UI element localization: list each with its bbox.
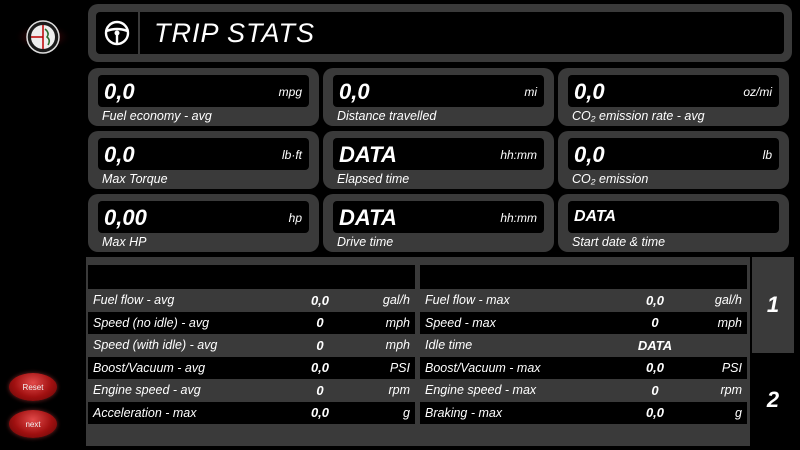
column-header: [420, 265, 747, 289]
row-label: Boost/Vacuum - avg: [93, 360, 206, 375]
row-value: 0: [316, 337, 324, 353]
row-label: Speed (with idle) - avg: [93, 338, 218, 353]
row-label: Fuel flow - avg: [93, 293, 175, 308]
row-label: Idle time: [425, 338, 473, 353]
row-value: 0,0: [310, 360, 330, 376]
table-row: [420, 312, 747, 335]
row-value: 0: [316, 315, 324, 331]
card-value: 0,00: [104, 205, 147, 230]
row-unit: g: [403, 405, 410, 420]
card-unit: lb·ft: [281, 148, 302, 162]
tab-page-2[interactable]: 2: [752, 353, 794, 446]
table-row: [420, 334, 747, 357]
table-row: [420, 357, 747, 380]
stats-column-left: [88, 265, 415, 424]
row-unit: rpm: [388, 383, 410, 398]
row-label: Braking - max: [425, 405, 503, 420]
max-torque-card: [88, 131, 319, 189]
table-row: [420, 379, 747, 402]
table-row: [420, 402, 747, 425]
row-unit: PSI: [721, 360, 742, 375]
row-label: Speed - max: [425, 315, 496, 330]
page-title: TRIP STATS: [154, 17, 316, 48]
card-unit: oz/mi: [743, 85, 772, 99]
column-header: [88, 265, 415, 289]
row-value: 0: [316, 382, 324, 398]
row-value: DATA: [637, 337, 673, 353]
card-unit: hp: [288, 211, 302, 225]
start-date-card: [558, 194, 789, 252]
card-unit: mpg: [278, 85, 302, 99]
row-unit: mph: [385, 315, 410, 330]
table-row: [88, 334, 415, 357]
header: [88, 4, 792, 62]
row-unit: PSI: [389, 360, 410, 375]
row-unit: mph: [717, 315, 742, 330]
row-value: 0,0: [310, 292, 330, 308]
card-value: DATA: [574, 208, 617, 225]
stats-column-right: [420, 265, 747, 424]
row-value: 0: [651, 382, 659, 398]
card-label: CO₂ emission: [572, 172, 649, 186]
card-value: 0,0: [104, 142, 135, 167]
max-hp-card: [88, 194, 319, 252]
card-unit: mi: [524, 85, 537, 99]
row-label: Fuel flow - max: [425, 293, 510, 308]
detail-stats-panel: [86, 257, 750, 446]
card-label: Fuel economy - avg: [102, 109, 212, 123]
row-unit: g: [735, 405, 742, 420]
table-row: [420, 289, 747, 312]
drive-time-card: [323, 194, 554, 252]
fuel-economy-card: [88, 68, 319, 126]
row-unit: gal/h: [382, 293, 410, 308]
co2-emission-card: [558, 131, 789, 189]
card-value: DATA: [339, 205, 397, 230]
row-unit: rpm: [720, 383, 742, 398]
row-value: 0,0: [645, 405, 665, 421]
elapsed-time-card: [323, 131, 554, 189]
card-value: 0,0: [339, 79, 370, 104]
card-label: Max Torque: [102, 172, 168, 186]
card-value: DATA: [339, 142, 397, 167]
table-row: [88, 289, 415, 312]
row-label: Engine speed - max: [425, 383, 537, 398]
row-value: 0,0: [310, 405, 330, 421]
row-value: 0: [651, 315, 659, 331]
row-value: 0,0: [645, 292, 665, 308]
table-row: [88, 402, 415, 425]
steering-wheel-icon: [96, 12, 140, 54]
card-label: Drive time: [337, 235, 394, 249]
row-unit: mph: [385, 338, 410, 353]
row-label: Speed (no idle) - avg: [93, 315, 210, 330]
card-label: Start date & time: [572, 235, 666, 249]
card-label: Max HP: [102, 235, 147, 249]
card-label: Distance travelled: [337, 109, 437, 123]
alfa-romeo-logo: [14, 12, 72, 62]
card-unit: hh:mm: [500, 211, 537, 225]
next-button[interactable]: next: [9, 410, 57, 438]
card-unit: hh:mm: [500, 148, 537, 162]
card-value: 0,0: [104, 79, 135, 104]
card-value: 0,0: [574, 79, 605, 104]
table-row: [88, 379, 415, 402]
card-value: 0,0: [574, 142, 605, 167]
table-row: [88, 312, 415, 335]
row-label: Engine speed - avg: [93, 383, 201, 398]
tab-page-1[interactable]: 1: [752, 257, 794, 353]
card-label: CO₂ emission rate - avg: [572, 109, 705, 123]
row-value: 0,0: [645, 360, 665, 376]
row-label: Acceleration - max: [93, 405, 197, 420]
table-row: [88, 357, 415, 380]
row-label: Boost/Vacuum - max: [425, 360, 541, 375]
card-label: Elapsed time: [337, 172, 410, 186]
reset-button[interactable]: Reset: [9, 373, 57, 401]
row-unit: gal/h: [714, 293, 742, 308]
card-unit: lb: [762, 148, 772, 162]
co2-rate-card: [558, 68, 789, 126]
distance-card: [323, 68, 554, 126]
